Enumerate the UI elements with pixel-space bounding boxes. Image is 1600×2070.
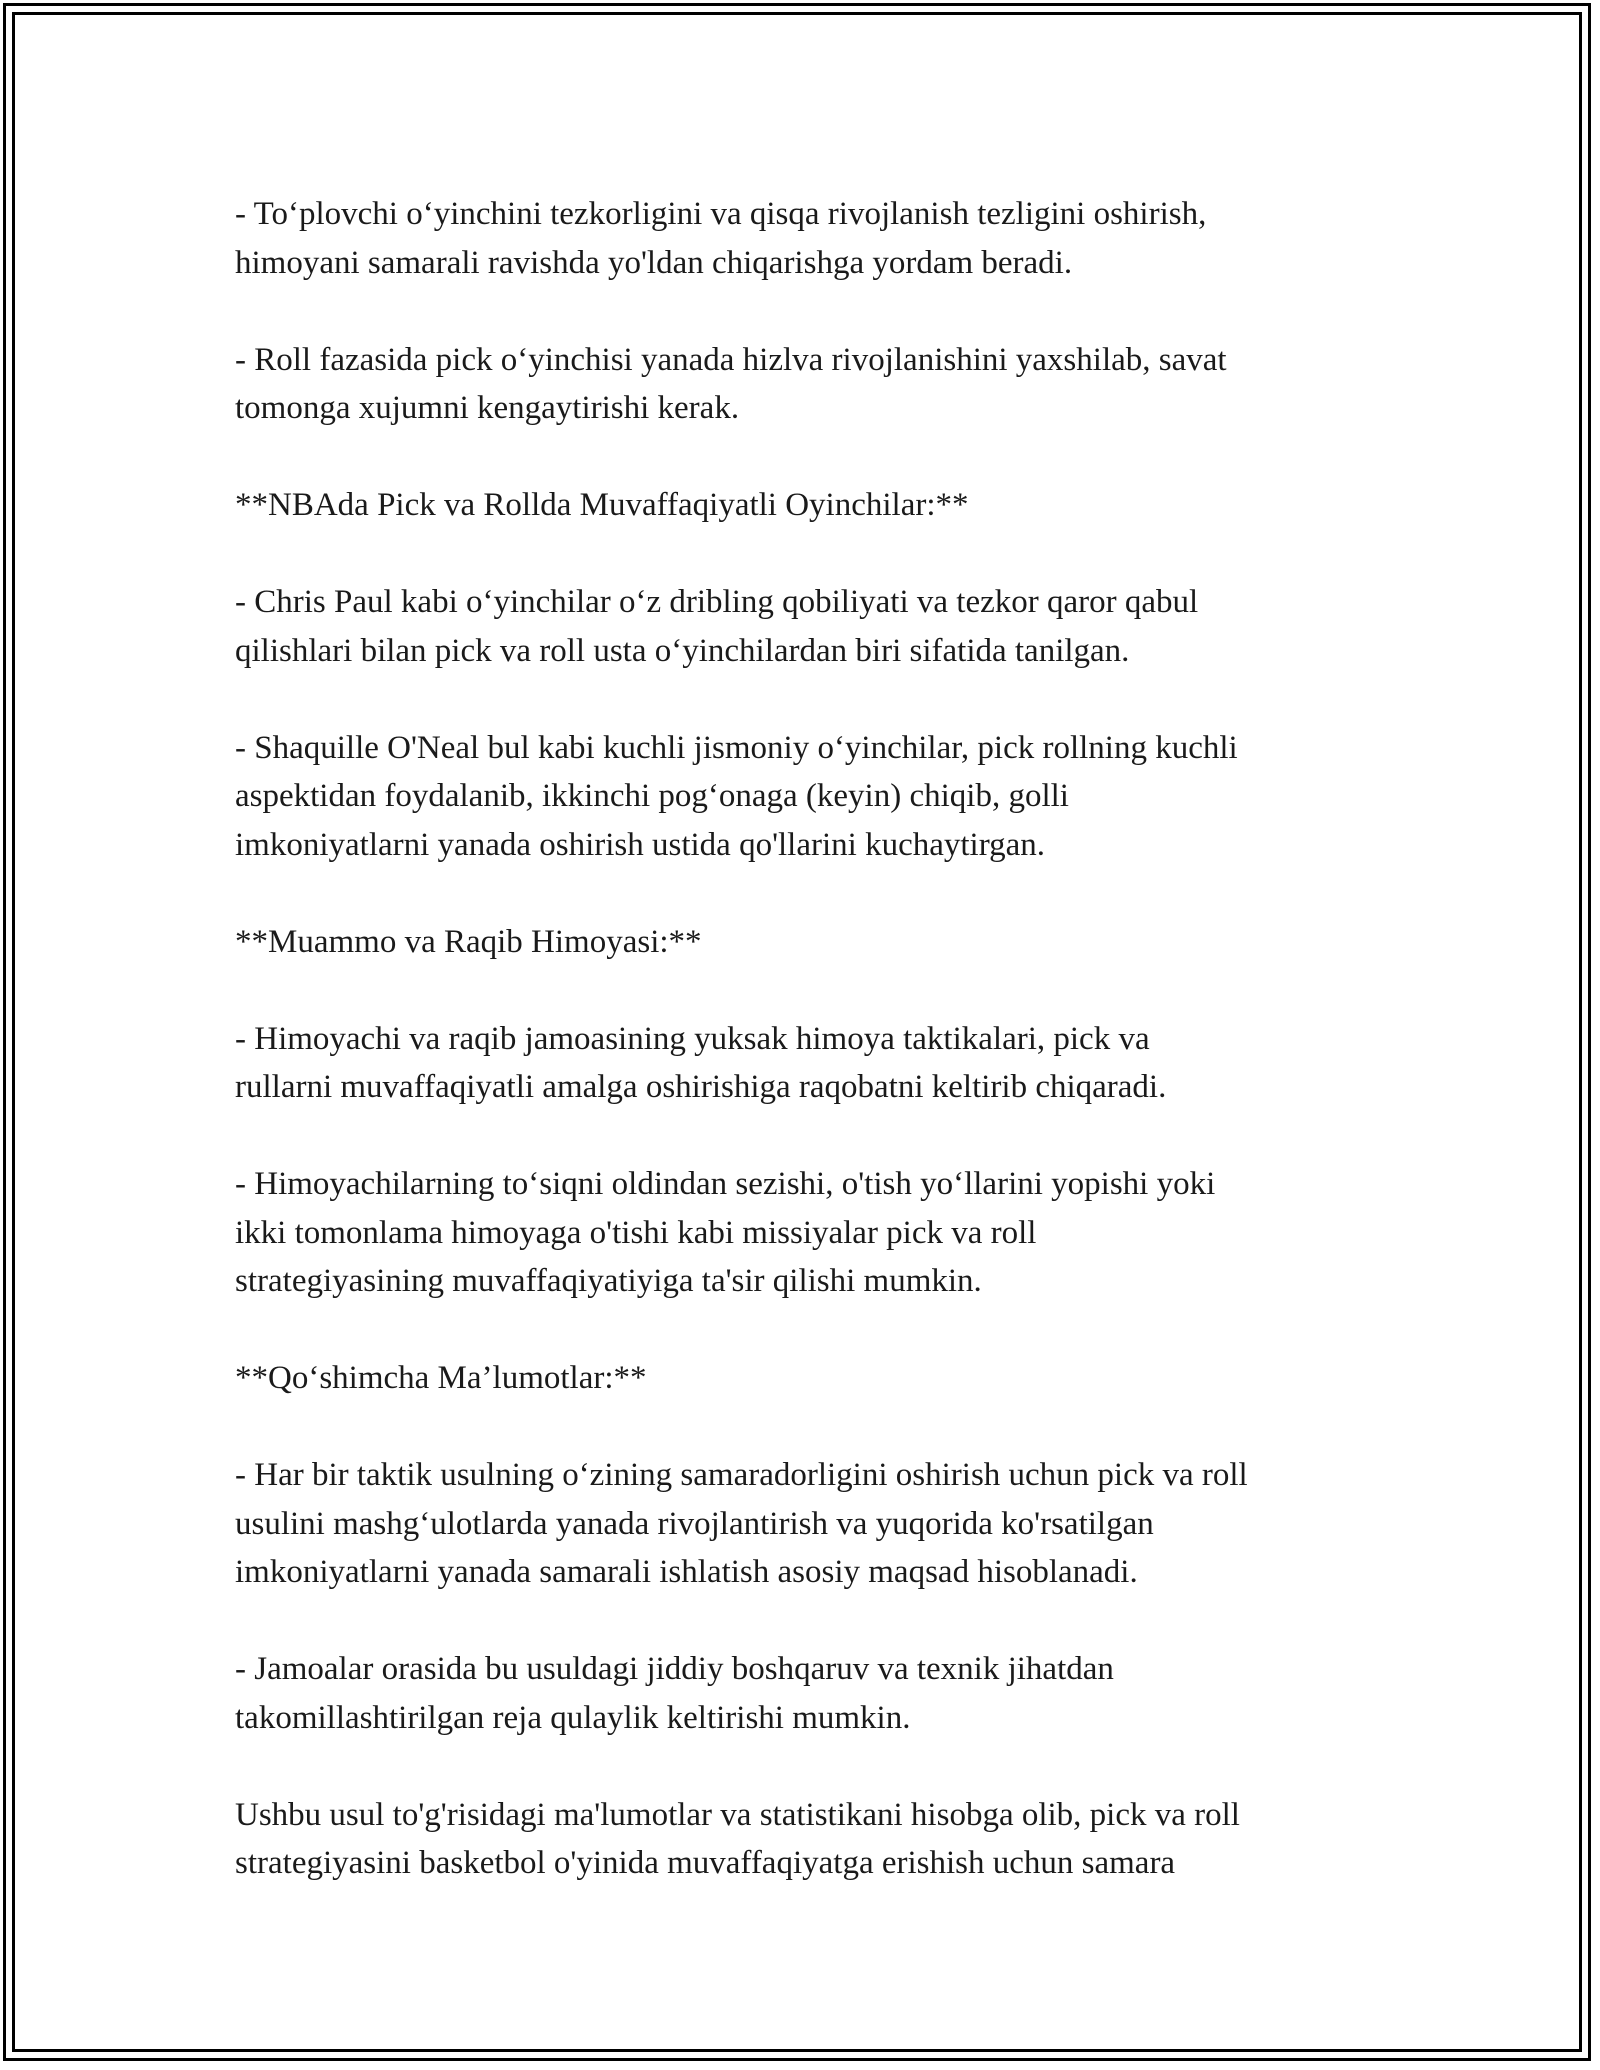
section-heading: **Qo‘shimcha Ma’lumotlar:** xyxy=(235,1360,647,1396)
paragraph-bullet: - Himoyachi va raqib jamoasining yuksak himoya taktikalari, pick va rullarni muvaffaqiyatli amalga oshirishiga raqobatni keltirib chiqaradi. xyxy=(235,1020,1167,1105)
paragraph-bullet: - Chris Paul kabi o‘yinchilar o‘z dribling qobiliyati va tezkor qaror qabul qilishlari bilan pick va roll usta o‘yinchilardan biri sifatida tanilgan. xyxy=(235,584,1199,669)
section-heading: **Muammo va Raqib Himoyasi:** xyxy=(235,923,702,960)
paragraph-conclusion: Ushbu usul to'g'risidagi ma'lumotlar va statistikani hisobga olib, pick va roll strategiyasini basketbol o'yinida muvaffaqiyatga erishish uchun samara xyxy=(235,1796,1240,1881)
paragraph-bullet: - To‘plovchi o‘yinchini tezkorligini va qisqa rivojlanish tezligini oshirish, himoyani samarali ravishda yo'ldan chiqarishga yordam beradi. xyxy=(235,196,1207,281)
section-heading: **NBAda Pick va Rollda Muvaffaqiyatli Oyinchilar:** xyxy=(235,487,969,523)
paragraph-bullet: - Har bir taktik usulning o‘zining samaradorligini oshirish uchun pick va roll usulini mashg‘ulotlarda yanada rivojlantirish va yuqorida ko'rsatilgan imkoniyatlarni yanada samarali ishlatish asosiy maqsad hisoblanadi. xyxy=(235,1457,1248,1590)
paragraph-bullet: - Himoyachilarning to‘siqni oldindan sezishi, o'tish yo‘llarini yopishi yoki ikki tomonlama himoyaga o'tishi kabi missiyalar pick va roll strategiyasining muvaffaqiyatiyiga ta'sir qilishi mumkin. xyxy=(235,1166,1216,1299)
paragraph-bullet: - Jamoalar orasida bu usuldagi jiddiy boshqaruv va texnik jihatdan takomillashtirilgan reja qulaylik keltirishi mumkin. xyxy=(235,1651,1114,1736)
paragraph-bullet: - Shaquille O'Neal bul kabi kuchli jismoniy o‘yinchilar, pick rollning kuchli aspektidan foydalanib, ikkinchi pog‘onaga (keyin) chiqib, golli imkoniyatlarni yanada oshirish ustida qo'llarini kuchaytirgan. xyxy=(235,729,1238,863)
paragraph-bullet: - Roll fazasida pick o‘yinchisi yanada hizlva rivojlanishini yaxshilab, savat tomonga xujumni kengaytirishi kerak. xyxy=(235,341,1227,426)
document-body xyxy=(235,190,1395,1888)
